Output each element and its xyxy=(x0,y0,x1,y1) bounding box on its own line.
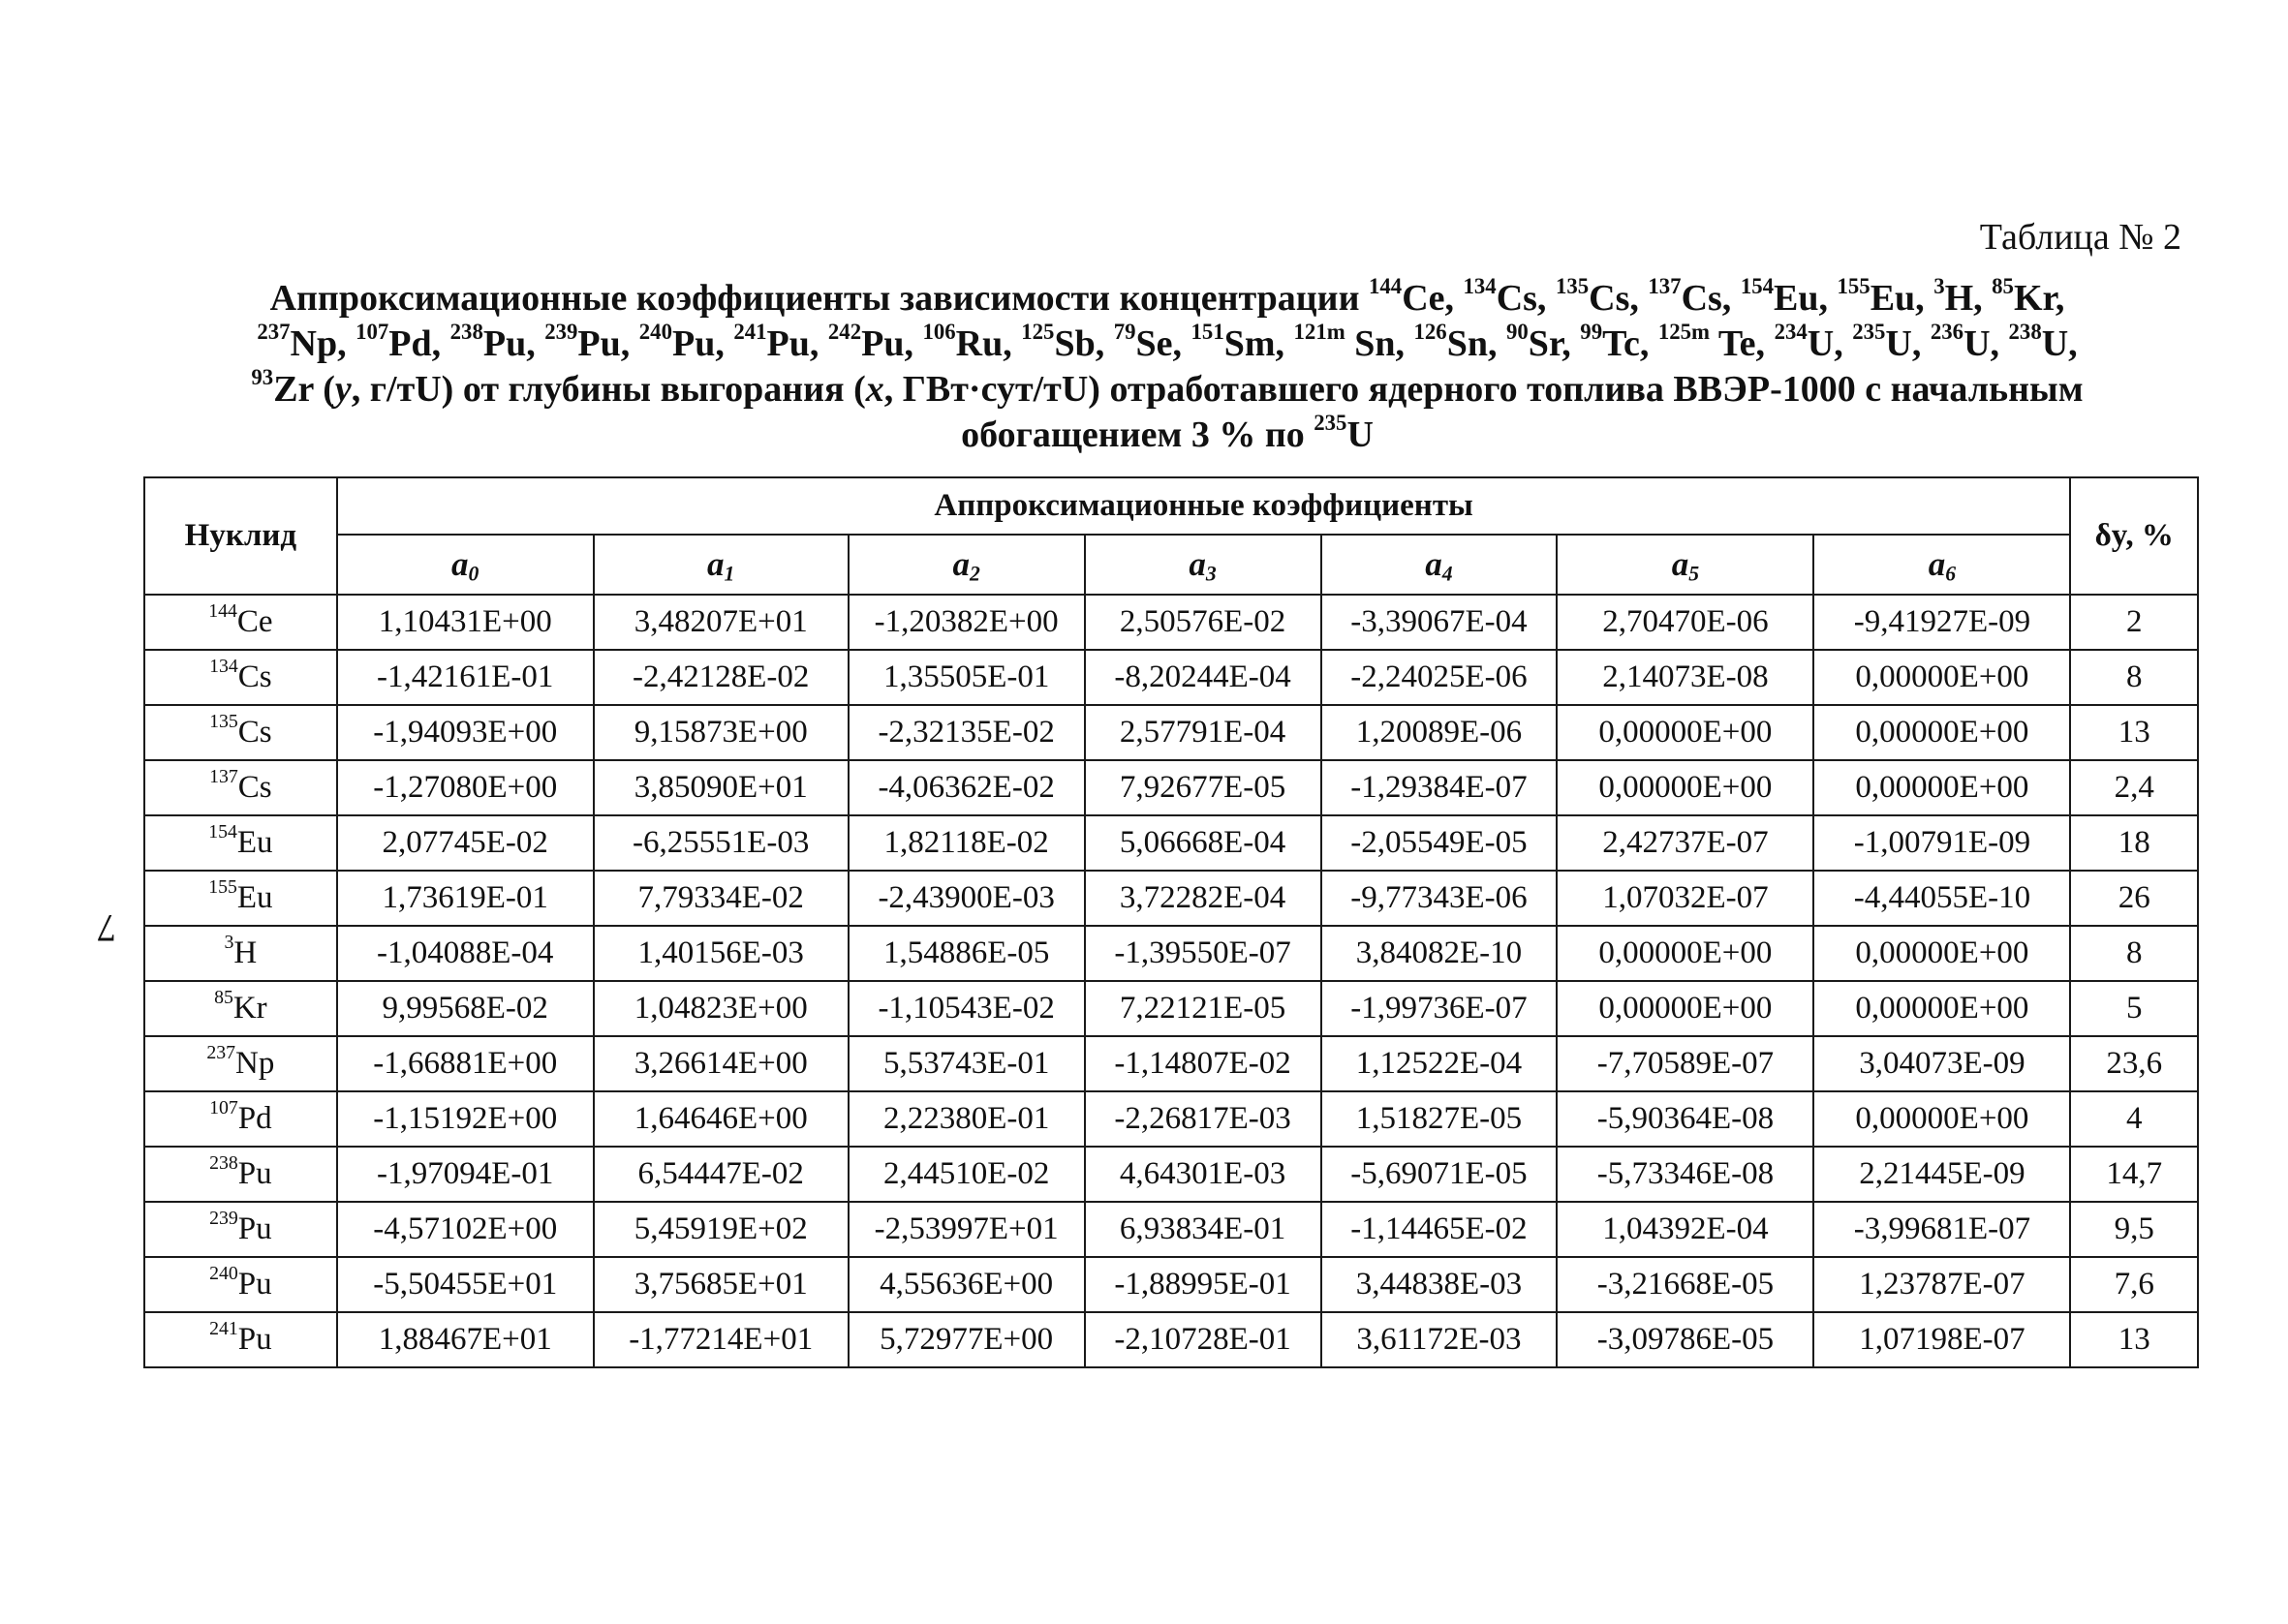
title-text: U, xyxy=(1963,323,2009,364)
coefficient-a0-cell: -1,15192E+00 xyxy=(337,1091,594,1147)
coefficient-a3-cell: -2,26817E-03 xyxy=(1085,1091,1321,1147)
coefficient-a3-cell: 3,72282E-04 xyxy=(1085,871,1321,926)
title-text: U, xyxy=(1807,323,1853,364)
element-symbol: Pu xyxy=(237,1156,272,1191)
table-body xyxy=(144,595,2198,1367)
table-row xyxy=(144,1147,2198,1202)
mass-number: 135 xyxy=(1555,273,1590,298)
table-row xyxy=(144,1091,2198,1147)
mass-number: 240 xyxy=(209,1263,238,1285)
title-text: Eu, xyxy=(1774,278,1838,319)
coefficient-a6-cell: 0,00000E+00 xyxy=(1813,705,2070,760)
coefficient-a5-cell: -3,21668E-05 xyxy=(1557,1257,1813,1312)
coefficient-a6-cell: 0,00000E+00 xyxy=(1813,981,2070,1036)
delta-cell: 7,6 xyxy=(2070,1257,2198,1312)
page-number: 7 xyxy=(97,906,116,950)
coefficient-a5-cell: -5,90364E-08 xyxy=(1557,1091,1813,1147)
mass-number: 90 xyxy=(1505,319,1529,344)
table-row xyxy=(144,871,2198,926)
mass-number: 238 xyxy=(209,1152,238,1175)
coefficient-a4-cell: 3,84082E-10 xyxy=(1321,926,1558,981)
table-label: Таблица № 2 xyxy=(1979,217,2181,258)
coefficient-a6-cell: 1,23787E-07 xyxy=(1813,1257,2070,1312)
title-text: Sm, xyxy=(1223,323,1294,364)
header-a4 xyxy=(1321,535,1558,595)
coefficient-a4-cell: -2,24025E-06 xyxy=(1321,650,1558,705)
coefficient-a4-cell: -5,69071E-05 xyxy=(1321,1147,1558,1202)
coefficient-a3-cell: -2,10728E-01 xyxy=(1085,1312,1321,1367)
coefficient-a0-cell: -1,27080E+00 xyxy=(337,760,594,815)
coef-index: 4 xyxy=(1441,562,1453,586)
coefficient-a4-cell: 1,51827E-05 xyxy=(1321,1091,1558,1147)
title-text: Cs, xyxy=(1681,278,1741,319)
mass-number: 137 xyxy=(1648,273,1682,298)
mass-number: 239 xyxy=(544,319,578,344)
mass-number: 99 xyxy=(1580,319,1603,344)
delta-cell: 26 xyxy=(2070,871,2198,926)
mass-number: 234 xyxy=(1774,319,1808,344)
coefficient-a3-cell: 7,22121E-05 xyxy=(1085,981,1321,1036)
coefficient-a4-cell: -3,39067E-04 xyxy=(1321,595,1558,650)
coefficient-a2-cell: 1,54886E-05 xyxy=(849,926,1085,981)
coefficient-a0-cell: -5,50455E+01 xyxy=(337,1257,594,1312)
delta-cell: 5 xyxy=(2070,981,2198,1036)
title-text: U xyxy=(1346,414,1374,455)
coefficient-a6-cell: 2,21445E-09 xyxy=(1813,1147,2070,1202)
coefficient-a1-cell: 3,48207E+01 xyxy=(594,595,849,650)
table-row xyxy=(144,595,2198,650)
mass-number: 237 xyxy=(206,1042,236,1064)
coefficient-a4-cell: -2,05549E-05 xyxy=(1321,815,1558,871)
coefficient-a1-cell: 6,54447E-02 xyxy=(594,1147,849,1202)
header-a6 xyxy=(1813,535,2070,595)
element-symbol: Ce xyxy=(236,604,273,639)
coef-base: a xyxy=(1671,545,1689,583)
coefficient-a0-cell: -1,42161E-01 xyxy=(337,650,594,705)
mass-number: 155 xyxy=(208,876,237,899)
mass-number: 85 xyxy=(214,987,233,1009)
title-text: Cs, xyxy=(1496,278,1556,319)
coefficient-a0-cell: 1,73619E-01 xyxy=(337,871,594,926)
header-row-group xyxy=(144,477,2198,535)
title-line-2 xyxy=(145,319,2189,367)
title-text: U, xyxy=(2041,323,2078,364)
coefficient-a2-cell: 1,82118E-02 xyxy=(849,815,1085,871)
mass-number: 155 xyxy=(1837,273,1871,298)
coefficient-a1-cell: 3,75685E+01 xyxy=(594,1257,849,1312)
mass-number: 93 xyxy=(251,364,274,389)
coefficient-a6-cell: -1,00791E-09 xyxy=(1813,815,2070,871)
coefficient-a5-cell: 1,07032E-07 xyxy=(1557,871,1813,926)
coefficient-a0-cell: -4,57102E+00 xyxy=(337,1202,594,1257)
delta-cell: 13 xyxy=(2070,1312,2198,1367)
element-symbol: Pu xyxy=(237,1211,272,1246)
coefficient-a4-cell: -1,14465E-02 xyxy=(1321,1202,1558,1257)
mass-number: 134 xyxy=(1463,273,1497,298)
coefficient-a1-cell: 9,15873E+00 xyxy=(594,705,849,760)
coefficient-a4-cell: 1,12522E-04 xyxy=(1321,1036,1558,1091)
title-text: U, xyxy=(1885,323,1931,364)
coef-index: 1 xyxy=(724,562,735,586)
coefficient-a5-cell: 0,00000E+00 xyxy=(1557,926,1813,981)
coefficient-a3-cell: 2,57791E-04 xyxy=(1085,705,1321,760)
title-text: Se, xyxy=(1135,323,1191,364)
title-text: Pu, xyxy=(861,323,923,364)
delta-cell: 2 xyxy=(2070,595,2198,650)
title-text: Kr, xyxy=(2013,278,2065,319)
title-text: Pu, xyxy=(577,323,639,364)
mass-number: 241 xyxy=(733,319,767,344)
mass-number: 237 xyxy=(257,319,291,344)
title-text: Ru, xyxy=(955,323,1022,364)
nuclide-cell xyxy=(144,1257,337,1312)
coefficient-a0-cell: -1,66881E+00 xyxy=(337,1036,594,1091)
title-text: Pu, xyxy=(482,323,545,364)
coefficient-a3-cell: 4,64301E-03 xyxy=(1085,1147,1321,1202)
title-text: Np, xyxy=(290,323,356,364)
mass-number: 3 xyxy=(224,932,234,954)
header-nuclide: Нуклид xyxy=(144,477,337,595)
title-text: Pd, xyxy=(388,323,450,364)
nuclide-cell xyxy=(144,595,337,650)
coefficient-a4-cell: 3,44838E-03 xyxy=(1321,1257,1558,1312)
title-text: Eu, xyxy=(1870,278,1934,319)
title-text: обогащением 3 % по xyxy=(961,414,1314,455)
nuclide-cell xyxy=(144,1091,337,1147)
mass-number: 3 xyxy=(1933,273,1945,298)
coefficient-a5-cell: 0,00000E+00 xyxy=(1557,705,1813,760)
mass-number: 125m xyxy=(1657,319,1711,344)
coefficient-a3-cell: 5,06668E-04 xyxy=(1085,815,1321,871)
nuclide-cell xyxy=(144,981,337,1036)
title-text: H, xyxy=(1944,278,1993,319)
coef-base: a xyxy=(451,545,469,583)
nuclide-cell xyxy=(144,1036,337,1091)
coefficient-a5-cell: 0,00000E+00 xyxy=(1557,981,1813,1036)
coefficient-a1-cell: -1,77214E+01 xyxy=(594,1312,849,1367)
title-text: , ГВт·сут/тU) отработавшего ядерного топлива ВВЭР-1000 с начальным xyxy=(883,369,2084,410)
coefficient-a2-cell: 5,72977E+00 xyxy=(849,1312,1085,1367)
coefficient-a5-cell: 2,42737E-07 xyxy=(1557,815,1813,871)
coef-index: 0 xyxy=(468,562,479,586)
mass-number: 137 xyxy=(209,766,238,788)
mass-number: 144 xyxy=(1368,273,1403,298)
coefficient-a6-cell: 0,00000E+00 xyxy=(1813,650,2070,705)
header-a3 xyxy=(1085,535,1321,595)
title-text: Ce, xyxy=(1402,278,1464,319)
delta-cell: 23,6 xyxy=(2070,1036,2198,1091)
title-text: Аппроксимационные коэффициенты зависимости концентрации xyxy=(269,278,1369,319)
element-symbol: Pd xyxy=(237,1101,272,1136)
mass-number: 106 xyxy=(922,319,956,344)
mass-number: 121m xyxy=(1293,319,1345,344)
nuclide-cell xyxy=(144,871,337,926)
coefficient-a1-cell: -6,25551E-03 xyxy=(594,815,849,871)
coefficient-a3-cell: 2,50576E-02 xyxy=(1085,595,1321,650)
coefficient-a5-cell: -5,73346E-08 xyxy=(1557,1147,1813,1202)
x-variable: x xyxy=(865,369,884,410)
table-row xyxy=(144,650,2198,705)
header-a0 xyxy=(337,535,594,595)
mass-number: 79 xyxy=(1113,319,1136,344)
table-row xyxy=(144,760,2198,815)
title-text: , г/тU) от глубины выгорания ( xyxy=(351,369,866,410)
coef-base: a xyxy=(1425,545,1442,583)
table-row xyxy=(144,1257,2198,1312)
coefficient-a0-cell: 2,07745E-02 xyxy=(337,815,594,871)
title-text: Cs, xyxy=(1589,278,1649,319)
mass-number: 242 xyxy=(827,319,862,344)
coefficient-a1-cell: 1,40156E-03 xyxy=(594,926,849,981)
title-text: Zr ( xyxy=(273,369,335,410)
mass-number: 235 xyxy=(1852,319,1886,344)
coef-index: 3 xyxy=(1205,562,1217,586)
table-row xyxy=(144,981,2198,1036)
coefficient-a1-cell: -2,42128E-02 xyxy=(594,650,849,705)
mass-number: 235 xyxy=(1314,410,1347,435)
nuclide-cell xyxy=(144,705,337,760)
nuclide-cell xyxy=(144,1147,337,1202)
delta-cell: 14,7 xyxy=(2070,1147,2198,1202)
coefficient-a5-cell: 2,70470E-06 xyxy=(1557,595,1813,650)
title-text: Sb, xyxy=(1054,323,1114,364)
coefficient-a1-cell: 7,79334E-02 xyxy=(594,871,849,926)
mass-number: 151 xyxy=(1190,319,1224,344)
element-symbol: Cs xyxy=(237,659,272,694)
coefficient-a1-cell: 1,04823E+00 xyxy=(594,981,849,1036)
mass-number: 239 xyxy=(209,1208,238,1230)
mass-number: 154 xyxy=(1740,273,1775,298)
element-symbol: Kr xyxy=(232,991,267,1026)
coefficient-a4-cell: 3,61172E-03 xyxy=(1321,1312,1558,1367)
element-symbol: Np xyxy=(235,1046,275,1081)
table-row xyxy=(144,705,2198,760)
coefficient-a4-cell: 1,20089E-06 xyxy=(1321,705,1558,760)
mass-number: 236 xyxy=(1930,319,1964,344)
table-row xyxy=(144,1036,2198,1091)
header-a1 xyxy=(594,535,849,595)
coef-index: 5 xyxy=(1688,562,1700,586)
coefficient-a2-cell: -4,06362E-02 xyxy=(849,760,1085,815)
nuclide-cell xyxy=(144,1202,337,1257)
header-delta: δy, % xyxy=(2070,477,2198,595)
nuclide-cell xyxy=(144,760,337,815)
coefficient-a4-cell: -1,99736E-07 xyxy=(1321,981,1558,1036)
mass-number: 126 xyxy=(1413,319,1447,344)
delta-cell: 18 xyxy=(2070,815,2198,871)
coefficient-a6-cell: -9,41927E-09 xyxy=(1813,595,2070,650)
coefficient-a0-cell: 9,99568E-02 xyxy=(337,981,594,1036)
coef-index: 6 xyxy=(1945,562,1957,586)
coef-base: a xyxy=(1189,545,1206,583)
delta-cell: 8 xyxy=(2070,650,2198,705)
coefficient-a5-cell: -3,09786E-05 xyxy=(1557,1312,1813,1367)
coefficient-a6-cell: -3,99681E-07 xyxy=(1813,1202,2070,1257)
title-line-1 xyxy=(145,273,2189,322)
mass-number: 238 xyxy=(2008,319,2042,344)
coefficient-a3-cell: 7,92677E-05 xyxy=(1085,760,1321,815)
coefficient-a0-cell: -1,04088E-04 xyxy=(337,926,594,981)
coefficient-a2-cell: 5,53743E-01 xyxy=(849,1036,1085,1091)
delta-cell: 4 xyxy=(2070,1091,2198,1147)
header-row-coefficients xyxy=(144,535,2198,595)
mass-number: 134 xyxy=(209,656,238,678)
element-symbol: Cs xyxy=(237,715,272,750)
title-text: Pu, xyxy=(766,323,828,364)
coefficient-a0-cell: -1,94093E+00 xyxy=(337,705,594,760)
element-symbol: Cs xyxy=(237,770,272,805)
title-text: Tc, xyxy=(1602,323,1658,364)
table-row xyxy=(144,926,2198,981)
title-line-4 xyxy=(145,410,2189,458)
nuclide-cell xyxy=(144,650,337,705)
element-symbol: Eu xyxy=(236,825,273,860)
title-text: Sr, xyxy=(1528,323,1581,364)
table-title xyxy=(145,273,2189,458)
coefficient-a4-cell: -9,77343E-06 xyxy=(1321,871,1558,926)
coefficient-a2-cell: -2,43900E-03 xyxy=(849,871,1085,926)
title-line-3 xyxy=(145,364,2189,413)
header-a2 xyxy=(849,535,1085,595)
coefficient-a0-cell: 1,10431E+00 xyxy=(337,595,594,650)
title-text: Te, xyxy=(1710,323,1775,364)
coef-base: a xyxy=(1928,545,1946,583)
nuclide-cell xyxy=(144,815,337,871)
coefficient-a2-cell: 2,22380E-01 xyxy=(849,1091,1085,1147)
mass-number: 154 xyxy=(208,821,237,843)
coefficient-a1-cell: 1,64646E+00 xyxy=(594,1091,849,1147)
coefficient-a6-cell: 0,00000E+00 xyxy=(1813,760,2070,815)
element-symbol: Eu xyxy=(236,880,273,915)
coefficient-a1-cell: 3,85090E+01 xyxy=(594,760,849,815)
mass-number: 241 xyxy=(209,1318,238,1340)
coefficient-a2-cell: 2,44510E-02 xyxy=(849,1147,1085,1202)
coefficient-a5-cell: 2,14073E-08 xyxy=(1557,650,1813,705)
coefficient-a6-cell: 0,00000E+00 xyxy=(1813,1091,2070,1147)
mass-number: 144 xyxy=(208,600,237,623)
coefficient-a1-cell: 5,45919E+02 xyxy=(594,1202,849,1257)
element-symbol: Pu xyxy=(237,1322,272,1357)
coefficient-a4-cell: -1,29384E-07 xyxy=(1321,760,1558,815)
coef-base: a xyxy=(952,545,970,583)
coef-base: a xyxy=(707,545,725,583)
title-text: Sn, xyxy=(1345,323,1414,364)
table-row xyxy=(144,1202,2198,1257)
coefficient-a2-cell: -2,32135E-02 xyxy=(849,705,1085,760)
mass-number: 107 xyxy=(356,319,389,344)
coefficient-a5-cell: 1,04392E-04 xyxy=(1557,1202,1813,1257)
delta-cell: 2,4 xyxy=(2070,760,2198,815)
coefficient-a3-cell: -1,14807E-02 xyxy=(1085,1036,1321,1091)
header-coefficients-group: Аппроксимационные коэффициенты xyxy=(337,477,2071,535)
coefficient-a1-cell: 3,26614E+00 xyxy=(594,1036,849,1091)
mass-number: 135 xyxy=(209,711,238,733)
nuclide-cell xyxy=(144,926,337,981)
coefficient-a6-cell: 3,04073E-09 xyxy=(1813,1036,2070,1091)
mass-number: 238 xyxy=(449,319,483,344)
coefficient-a3-cell: -1,39550E-07 xyxy=(1085,926,1321,981)
coefficient-a3-cell: -1,88995E-01 xyxy=(1085,1257,1321,1312)
coefficients-table xyxy=(143,476,2199,1368)
table-row xyxy=(144,815,2198,871)
coefficient-a0-cell: 1,88467E+01 xyxy=(337,1312,594,1367)
coefficient-a5-cell: 0,00000E+00 xyxy=(1557,760,1813,815)
mass-number: 85 xyxy=(1992,273,2014,298)
y-variable: y xyxy=(334,369,352,410)
coefficient-a2-cell: -1,20382E+00 xyxy=(849,595,1085,650)
coefficient-a3-cell: -8,20244E-04 xyxy=(1085,650,1321,705)
coef-index: 2 xyxy=(969,562,980,586)
nuclide-cell xyxy=(144,1312,337,1367)
coefficient-a6-cell: 1,07198E-07 xyxy=(1813,1312,2070,1367)
title-text: Pu, xyxy=(671,323,734,364)
mass-number: 240 xyxy=(638,319,672,344)
table-row xyxy=(144,1312,2198,1367)
coefficient-a2-cell: 1,35505E-01 xyxy=(849,650,1085,705)
coefficient-a5-cell: -7,70589E-07 xyxy=(1557,1036,1813,1091)
header-a5 xyxy=(1557,535,1813,595)
coefficient-a6-cell: -4,44055E-10 xyxy=(1813,871,2070,926)
coefficient-a0-cell: -1,97094E-01 xyxy=(337,1147,594,1202)
delta-cell: 8 xyxy=(2070,926,2198,981)
coefficient-a2-cell: -1,10543E-02 xyxy=(849,981,1085,1036)
element-symbol: Pu xyxy=(237,1267,272,1302)
mass-number: 125 xyxy=(1021,319,1055,344)
coefficient-a2-cell: -2,53997E+01 xyxy=(849,1202,1085,1257)
coefficient-a2-cell: 4,55636E+00 xyxy=(849,1257,1085,1312)
coefficient-a3-cell: 6,93834E-01 xyxy=(1085,1202,1321,1257)
mass-number: 107 xyxy=(209,1097,238,1119)
title-text: Sn, xyxy=(1446,323,1506,364)
delta-cell: 9,5 xyxy=(2070,1202,2198,1257)
element-symbol: H xyxy=(233,935,258,970)
coefficient-a6-cell: 0,00000E+00 xyxy=(1813,926,2070,981)
delta-cell: 13 xyxy=(2070,705,2198,760)
